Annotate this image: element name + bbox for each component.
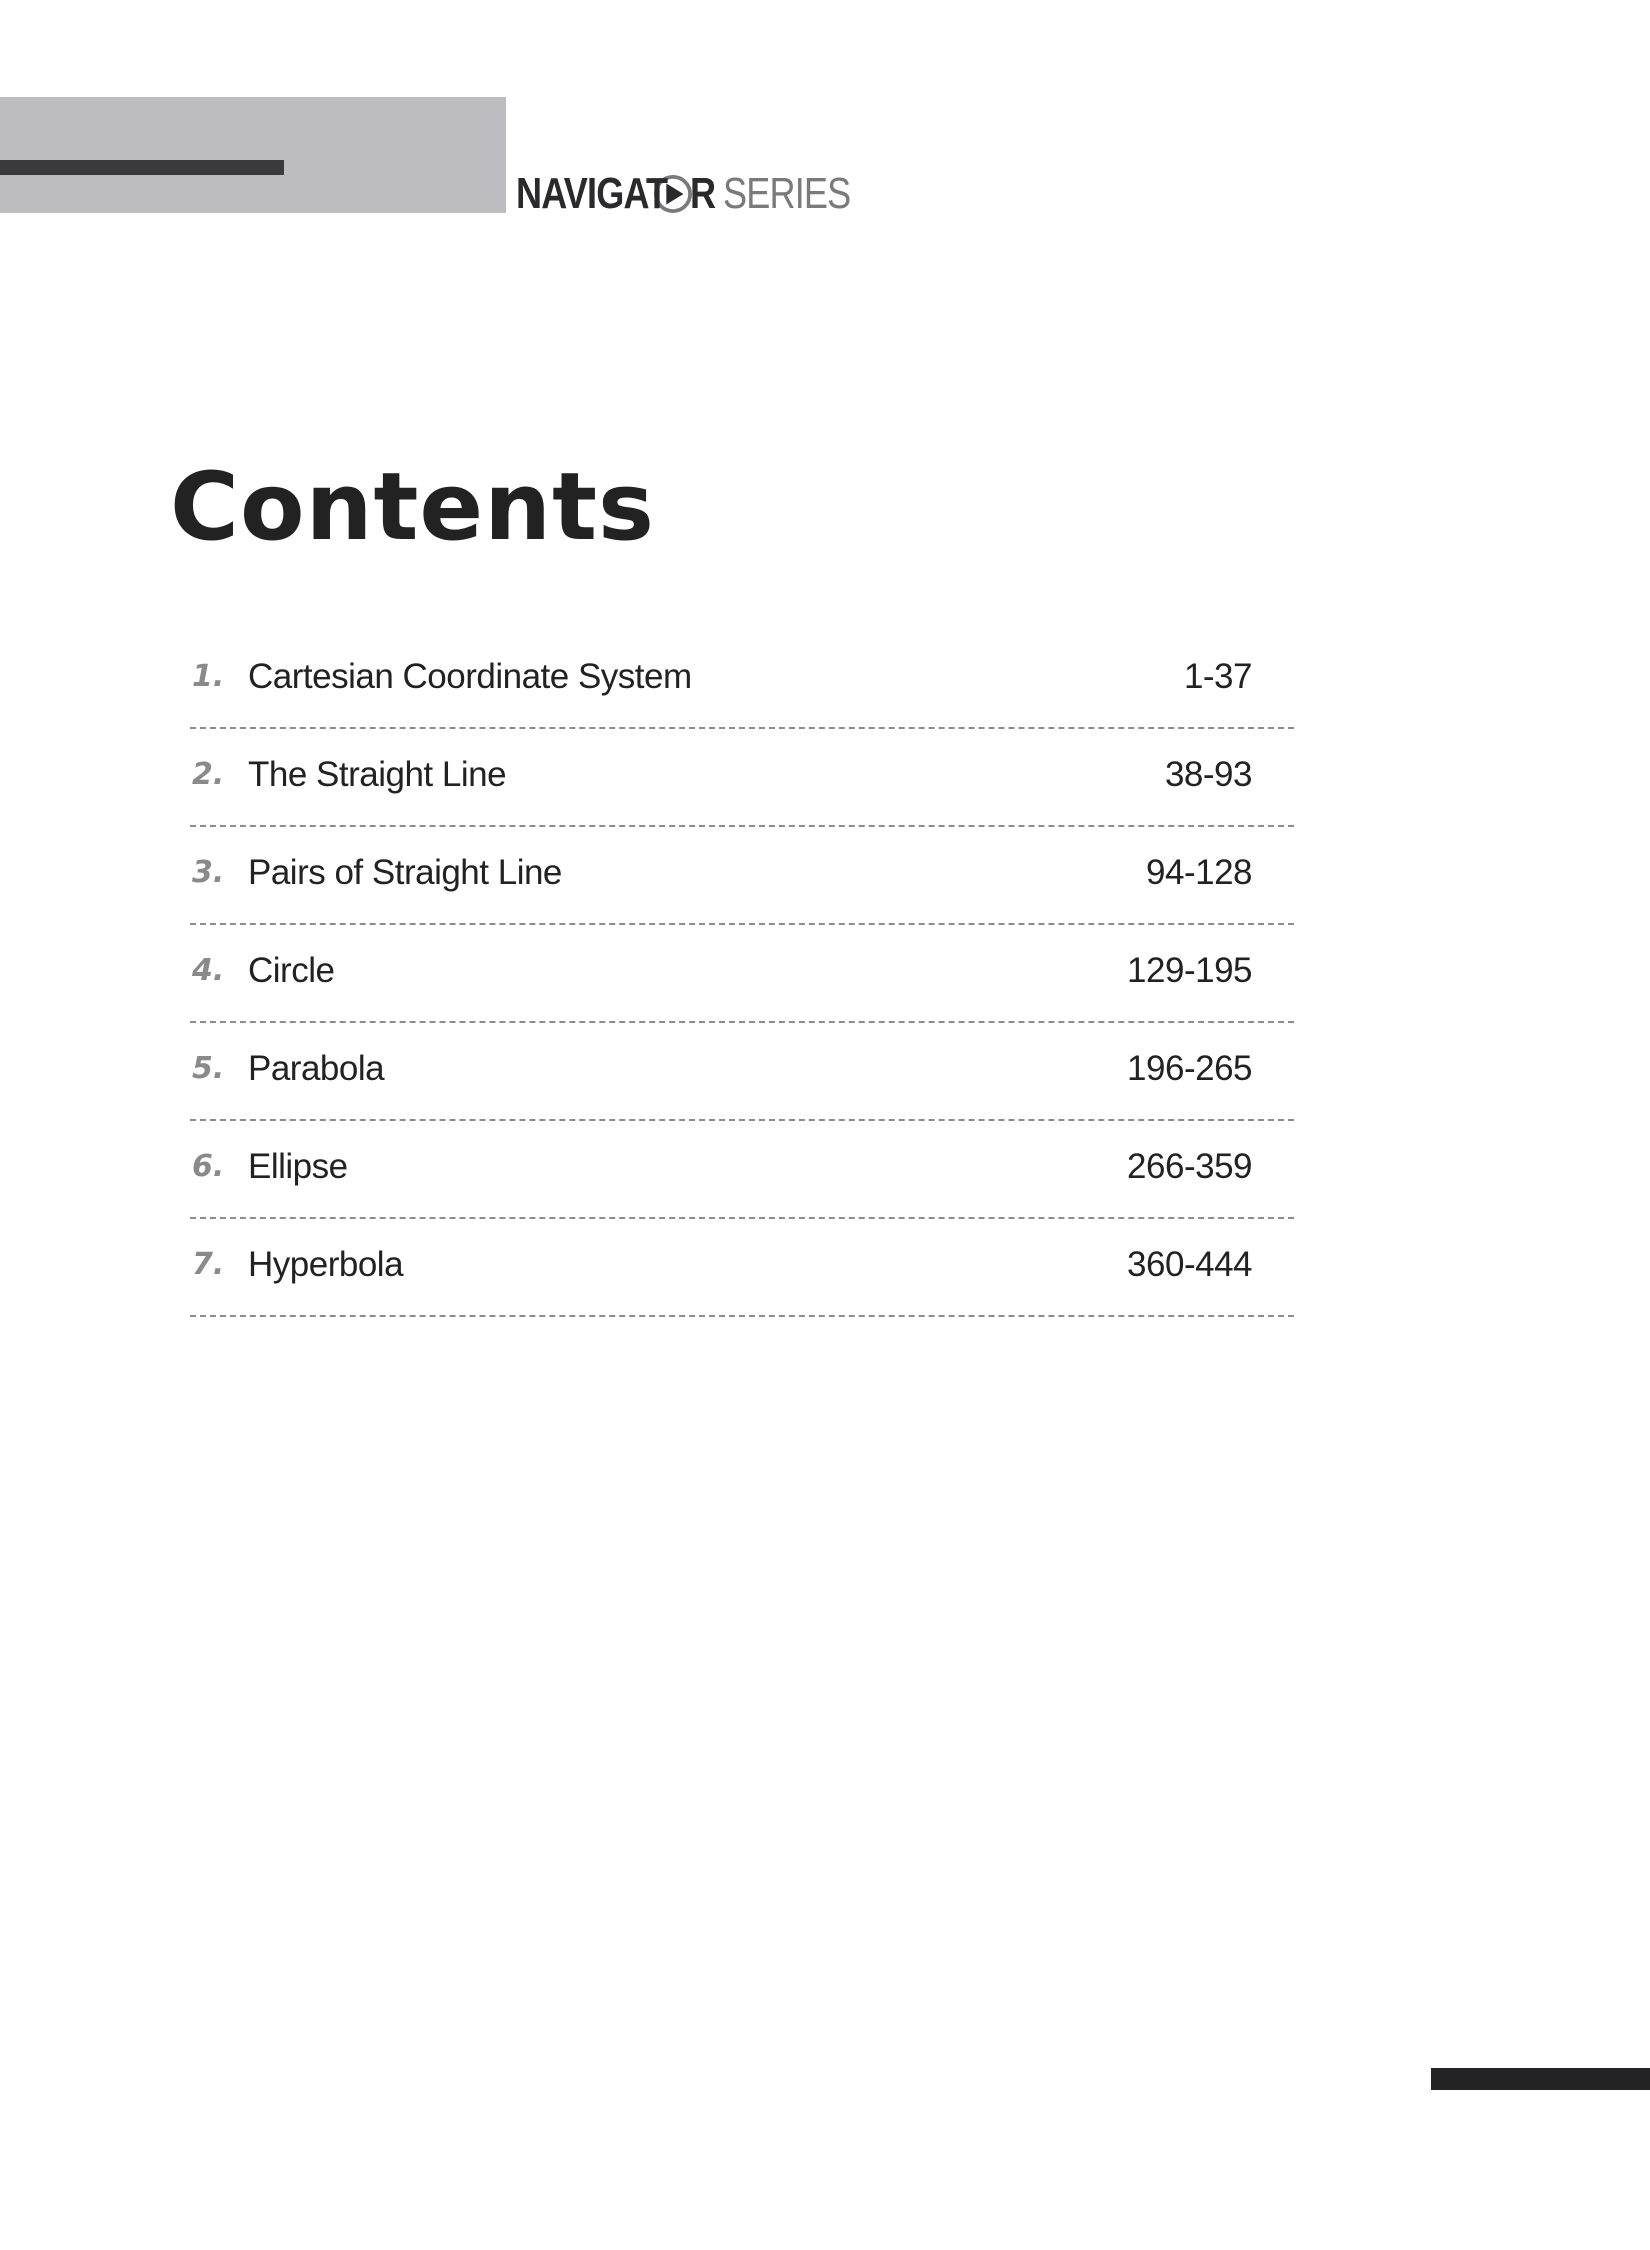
logo-text-series: SERIES — [723, 169, 851, 218]
toc-entry-pages: 360-444 — [1127, 1245, 1252, 1284]
toc-entry-title: Hyperbola — [248, 1245, 404, 1284]
toc-entry-number: 4. — [192, 953, 225, 988]
toc-entry-title: Circle — [248, 951, 335, 990]
toc-entry-title: Cartesian Coordinate System — [248, 657, 692, 696]
toc-entry-pages: 1-37 — [1183, 657, 1252, 696]
toc-entry-number: 2. — [192, 757, 225, 792]
toc-entry-pages: 129-195 — [1127, 951, 1252, 990]
toc-entry[interactable] — [190, 1121, 1294, 1219]
toc-entry-number: 3. — [192, 855, 225, 890]
logo-text-navigator: NAVIGAT — [516, 169, 668, 218]
toc-entry[interactable] — [190, 925, 1294, 1023]
toc-entry-title: The Straight Line — [248, 755, 507, 794]
series-logo — [516, 168, 879, 220]
toc-entry-title: Parabola — [248, 1049, 385, 1088]
page-title: Contents — [170, 453, 655, 562]
toc-entry[interactable] — [190, 631, 1294, 729]
toc-entry[interactable] — [190, 827, 1294, 925]
toc-entry-pages: 196-265 — [1127, 1049, 1252, 1088]
table-of-contents — [190, 631, 1294, 1317]
toc-entry-title: Pairs of Straight Line — [248, 853, 562, 892]
toc-entry-number: 7. — [192, 1247, 225, 1282]
toc-entry[interactable] — [190, 729, 1294, 827]
toc-entry[interactable] — [190, 1219, 1294, 1317]
toc-entry-pages: 266-359 — [1127, 1147, 1252, 1186]
header-bar — [0, 160, 284, 175]
toc-entry-number: 1. — [192, 659, 225, 694]
header-band — [0, 97, 506, 213]
toc-entry-pages: 94-128 — [1146, 853, 1252, 892]
toc-entry[interactable] — [190, 1023, 1294, 1121]
toc-entry-number: 5. — [192, 1051, 225, 1086]
logo-text-r: R — [690, 169, 716, 218]
toc-entry-number: 6. — [192, 1149, 225, 1184]
toc-entry-pages: 38-93 — [1164, 755, 1252, 794]
toc-entry-title: Ellipse — [248, 1147, 348, 1186]
footer-bar — [1431, 2068, 1650, 2090]
